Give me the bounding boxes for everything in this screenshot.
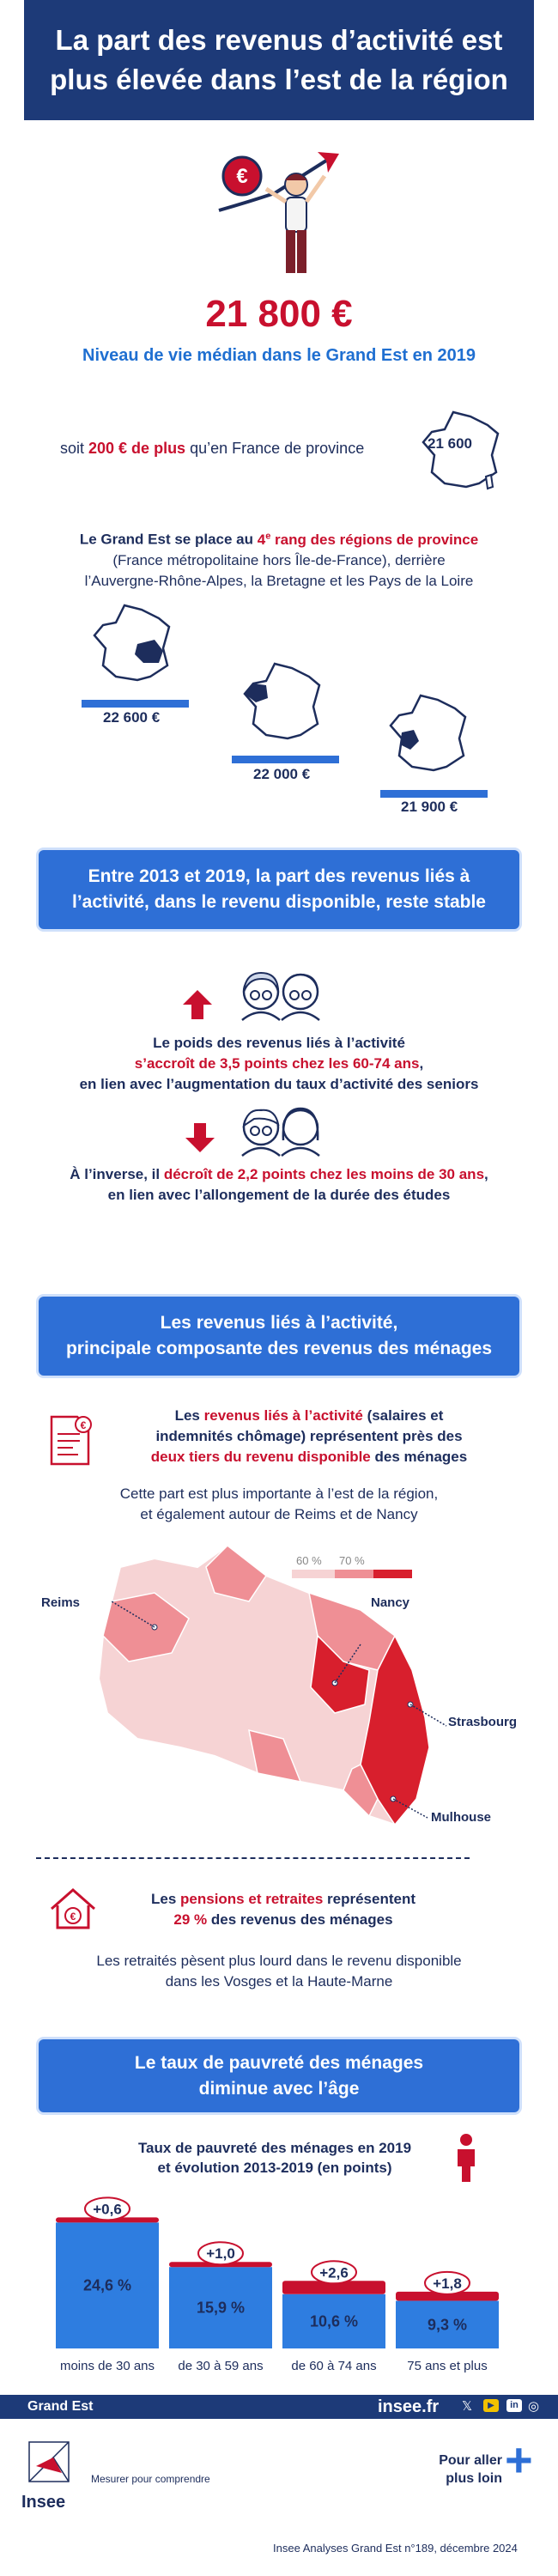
map-value-3: 21 900 € — [401, 799, 458, 815]
x-social-icon[interactable]: 𝕏 — [462, 2399, 473, 2414]
legend-70: 70 % — [339, 1554, 365, 1567]
payslip-icon — [47, 1413, 94, 1468]
rate-label-3: 9,3 % — [427, 2316, 468, 2334]
instagram-icon[interactable]: ◎ — [528, 2399, 540, 2414]
insee-logo-icon — [27, 2440, 70, 2488]
house-euro-icon — [47, 1885, 99, 1932]
learn-more-text[interactable]: Pour aller plus loin — [439, 2453, 502, 2486]
section-activity-income-banner: Les revenus liés à l’activité, principale composante des revenus des ménages — [39, 1297, 519, 1376]
header-title-line1: La part des revenus d’activité est — [55, 24, 503, 56]
map-value-1: 22 600 € — [103, 709, 161, 726]
comparison-highlight: 200 € de plus — [88, 440, 186, 457]
section-poverty-banner: Le taux de pauvreté des ménages diminue avec l’âge — [39, 2039, 519, 2112]
change-label-1: +1,0 — [206, 2245, 235, 2263]
seniors-couple-icon — [234, 966, 328, 1022]
poverty-chart — [52, 2190, 515, 2379]
category-label-1: de 30 à 59 ans — [178, 2359, 264, 2373]
header-title-line2: plus élevée dans l’est de la région — [50, 64, 508, 95]
median-amount: 21 800 € — [205, 293, 353, 335]
change-label-0: +0,6 — [93, 2201, 122, 2218]
city-label-mulhouse: Mulhouse — [431, 1810, 491, 1825]
person-icon — [453, 2132, 479, 2184]
france-province-value: 21 600 — [428, 435, 472, 452]
youtube-icon[interactable]: ▶ — [483, 2399, 499, 2412]
arrow-up-icon — [180, 987, 215, 1022]
map-value-2: 22 000 € — [253, 766, 311, 782]
city-label-strasbourg: Strasbourg — [448, 1715, 518, 1729]
youth-text: À l’inverse, il décroît de 2,2 points chez les moins de 30 ans, en lien avec l’allongement de la durée des études — [70, 1166, 488, 1203]
comparison-text: soit 200 € de plus qu’en France de province — [60, 440, 365, 457]
city-label-nancy: Nancy — [371, 1595, 410, 1610]
change-label-3: +1,8 — [433, 2275, 462, 2292]
insee-tagline: Mesurer pour comprendre — [91, 2473, 210, 2485]
svg-text:€: € — [236, 165, 248, 188]
activity-subtext: Cette part est plus importante à l’est de la région, et également autour de Reims et de Nancy — [119, 1485, 439, 1522]
footer-bar — [0, 2395, 558, 2419]
svg-text:€: € — [70, 1911, 76, 1923]
linkedin-icon[interactable]: in — [506, 2399, 522, 2412]
category-label-0: moins de 30 ans — [59, 2359, 155, 2373]
young-couple-icon — [234, 1102, 328, 1157]
map-bretagne-icon — [240, 659, 326, 745]
pensions-subtext: Les retraités pèsent plus lourd dans le revenu disponible dans les Vosges et la Haute-Marne — [96, 1953, 462, 1990]
map-pays-de-la-loire-icon — [386, 691, 472, 777]
dashed-divider — [36, 1857, 470, 1859]
rate-label-1: 15,9 % — [196, 2299, 246, 2317]
change-label-2: +2,6 — [319, 2264, 349, 2281]
map-underline-3 — [380, 790, 488, 798]
category-label-3: 75 ans et plus — [407, 2359, 488, 2373]
map-auvergne-rhone-alpes-icon — [90, 601, 176, 687]
person-lifting-euro-icon — [197, 142, 361, 279]
ranking-text: Le Grand Est se place au 4e rang des régions de province (France métropolitaine hors Île-de-France), derrière l’Auvergne-Rhône-Alpes, la Bretagne et les Pays de la Loire — [79, 531, 479, 589]
grand-est-map — [86, 1541, 481, 1833]
publication-reference: Insee Analyses Grand Est n°189, décembre 2024 — [273, 2542, 518, 2555]
legend-60: 60 % — [296, 1554, 322, 1567]
section-activity-share-banner: Entre 2013 et 2019, la part des revenus liés à l’activité, dans le revenu disponible, reste stable — [39, 850, 519, 929]
category-label-2: de 60 à 74 ans — [291, 2359, 377, 2373]
pensions-text: Les pensions et retraites représentent 29 % des revenus des ménages — [150, 1891, 415, 1928]
plus-icon[interactable]: + — [505, 2433, 533, 2487]
footer-site-link[interactable]: insee.fr — [378, 2397, 440, 2416]
rate-label-2: 10,6 % — [309, 2312, 359, 2330]
rate-label-0: 24,6 % — [82, 2276, 132, 2294]
city-label-reims: Reims — [41, 1595, 81, 1610]
activity-text: Les revenus liés à l’activité (salaires et indemnités chômage) représentent près des deux tiers du revenu disponible des ménages — [150, 1407, 468, 1465]
map-underline-2 — [232, 756, 339, 763]
header-banner — [24, 0, 534, 120]
svg-text:€: € — [80, 1419, 87, 1431]
arrow-down-icon — [183, 1121, 217, 1155]
median-subtitle: Niveau de vie médian dans le Grand Est en 2019 — [82, 346, 476, 365]
map-underline-1 — [82, 700, 189, 708]
footer-region: Grand Est — [27, 2399, 94, 2414]
chart-title: Taux de pauvreté des ménages en 2019 et évolution 2013-2019 (en points) — [137, 2140, 412, 2176]
insee-logo-text: Insee — [21, 2493, 66, 2512]
seniors-text: Le poids des revenus liés à l’activité s’accroît de 3,5 points chez les 60-74 ans, en lien avec l’augmentation du taux d’activité des seniors — [79, 1035, 479, 1092]
